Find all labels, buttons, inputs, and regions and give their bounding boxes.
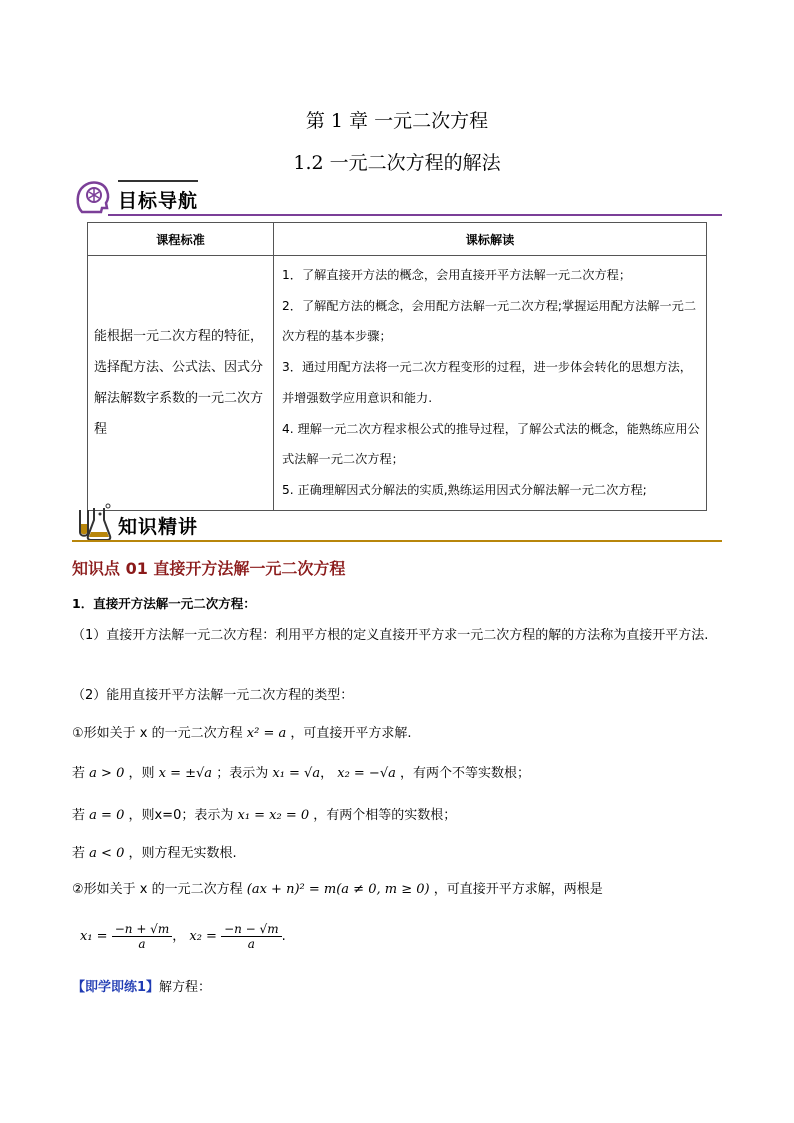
case-pos-post: ，有两个不等实数根； — [400, 766, 531, 781]
form2-post: ，可直接开平方求解，两根是 — [433, 882, 603, 897]
form1-pre: ①形如关于 x 的一元二次方程 — [72, 726, 243, 741]
form2-equation: (ax + n)² = m(a ≠ 0, m ≥ 0) — [246, 882, 430, 897]
knowledge-section-heading: 知识精讲 — [118, 516, 199, 538]
root1-lhs: x₁ = — [80, 929, 108, 944]
definition-text: （1）直接开方法解一元二次方程：利用平方根的定义直接开平方求一元二次方程的解的方法称为直接开平方法. — [72, 628, 709, 643]
root2-numerator: −n − √m — [221, 922, 282, 937]
section-title: 1.2 一元二次方程的解法 — [293, 152, 501, 174]
case-zero-line — [72, 806, 722, 826]
form2-line — [72, 880, 722, 900]
reading-item: 2．了解配方法的概念，会用配方法解一元二次方程;掌握运用配方法解一元二次方程的基本步骤； — [282, 298, 697, 344]
case-zero-equation: x₁ = x₂ = 0 — [237, 808, 310, 823]
root2-lhs: x₂ = — [189, 929, 217, 944]
case-zero-mid: ，则x=0；表示为 — [128, 808, 234, 823]
head-brain-icon — [72, 176, 114, 218]
root1-numerator: −n + √m — [112, 922, 173, 937]
reading-item: 3．通过用配方法将一元二次方程变形的过程，进一步体会转化的思想方法，并增强数学应用意识和能力. — [282, 360, 692, 405]
roots-line: x₁ = $\frac{-n + √m}{a}$ ， x₂ = $\frac{-n - √m}{a}$ . — [80, 922, 286, 951]
knowledge-point-title: 知识点 01 直接开方法解一元二次方程 — [72, 559, 346, 578]
case-pos-solution: x = ±√a — [158, 766, 213, 781]
case-negative-line — [72, 844, 722, 864]
reading-list — [274, 256, 707, 511]
form1-line — [72, 724, 722, 744]
goal-section-heading: 目标导航 — [118, 190, 199, 212]
reading-item: 5. 正确理解因式分解法的实质,熟练运用因式分解法解一元二次方程; — [282, 482, 647, 497]
case-pos-mid: ，则 — [128, 766, 155, 781]
case-neg-pre: 若 — [72, 846, 86, 861]
case-neg-post: ，则方程无实数根. — [128, 846, 237, 861]
case-pos-x1: x₁ = √a — [272, 766, 321, 781]
root2-fraction — [221, 922, 282, 951]
case-pos-pre: 若 — [72, 766, 86, 781]
case-pos-mid2: ；表示为 — [216, 766, 269, 781]
practice-line — [72, 978, 722, 998]
reading-item: 1．了解直接开方法的概念，会用直接开平方法解一元二次方程； — [282, 268, 632, 282]
case-pos-x2: x₂ = −√a — [337, 766, 396, 781]
form2-pre: ②形如关于 x 的一元二次方程 — [72, 882, 243, 897]
col-standard-header: 课程标准 — [88, 223, 274, 256]
goal-divider — [108, 214, 722, 216]
goal-table — [87, 222, 707, 511]
practice-text: 解方程： — [159, 980, 212, 995]
case-pos-cond: a > 0 — [89, 766, 125, 781]
root1-fraction — [112, 922, 173, 951]
item-heading: 1．直接开方法解一元二次方程： — [72, 596, 256, 611]
case-zero-cond: a = 0 — [89, 808, 125, 823]
case-neg-cond: a < 0 — [89, 846, 125, 861]
reading-item: 4. 理解一元二次方程求根公式的推导过程，了解公式法的概念，能熟练应用公式法解一元二次方程； — [282, 421, 700, 467]
case-zero-post: ，有两个相等的实数根； — [313, 808, 457, 823]
goal-section-header — [72, 176, 722, 222]
knowledge-divider — [72, 540, 722, 542]
types-text: （2）能用直接开平方法解一元二次方程的类型： — [72, 688, 354, 703]
form1-equation: x² = a — [246, 726, 287, 741]
case-zero-pre: 若 — [72, 808, 86, 823]
case-positive-line: 若 a > 0 ，则 x = ±√a ；表示为 x₁ = √a， x₂ = −√a ，有两个不等实数根； — [72, 766, 531, 781]
chapter-title: 第 1 章 一元二次方程 — [305, 110, 489, 132]
standard-text: 能根据一元二次方程的特征，选择配方法、公式法、因式分解法解数字系数的一元二次方程 — [88, 256, 274, 511]
root2-denominator: a — [247, 937, 255, 951]
form1-post: ，可直接开平方求解. — [290, 726, 412, 741]
knowledge-section-header — [72, 502, 722, 548]
col-reading-header: 课标解读 — [274, 223, 707, 256]
lab-flask-icon — [72, 502, 114, 544]
practice-tag: 【即学即练1】 — [72, 980, 160, 995]
root1-denominator: a — [138, 937, 146, 951]
